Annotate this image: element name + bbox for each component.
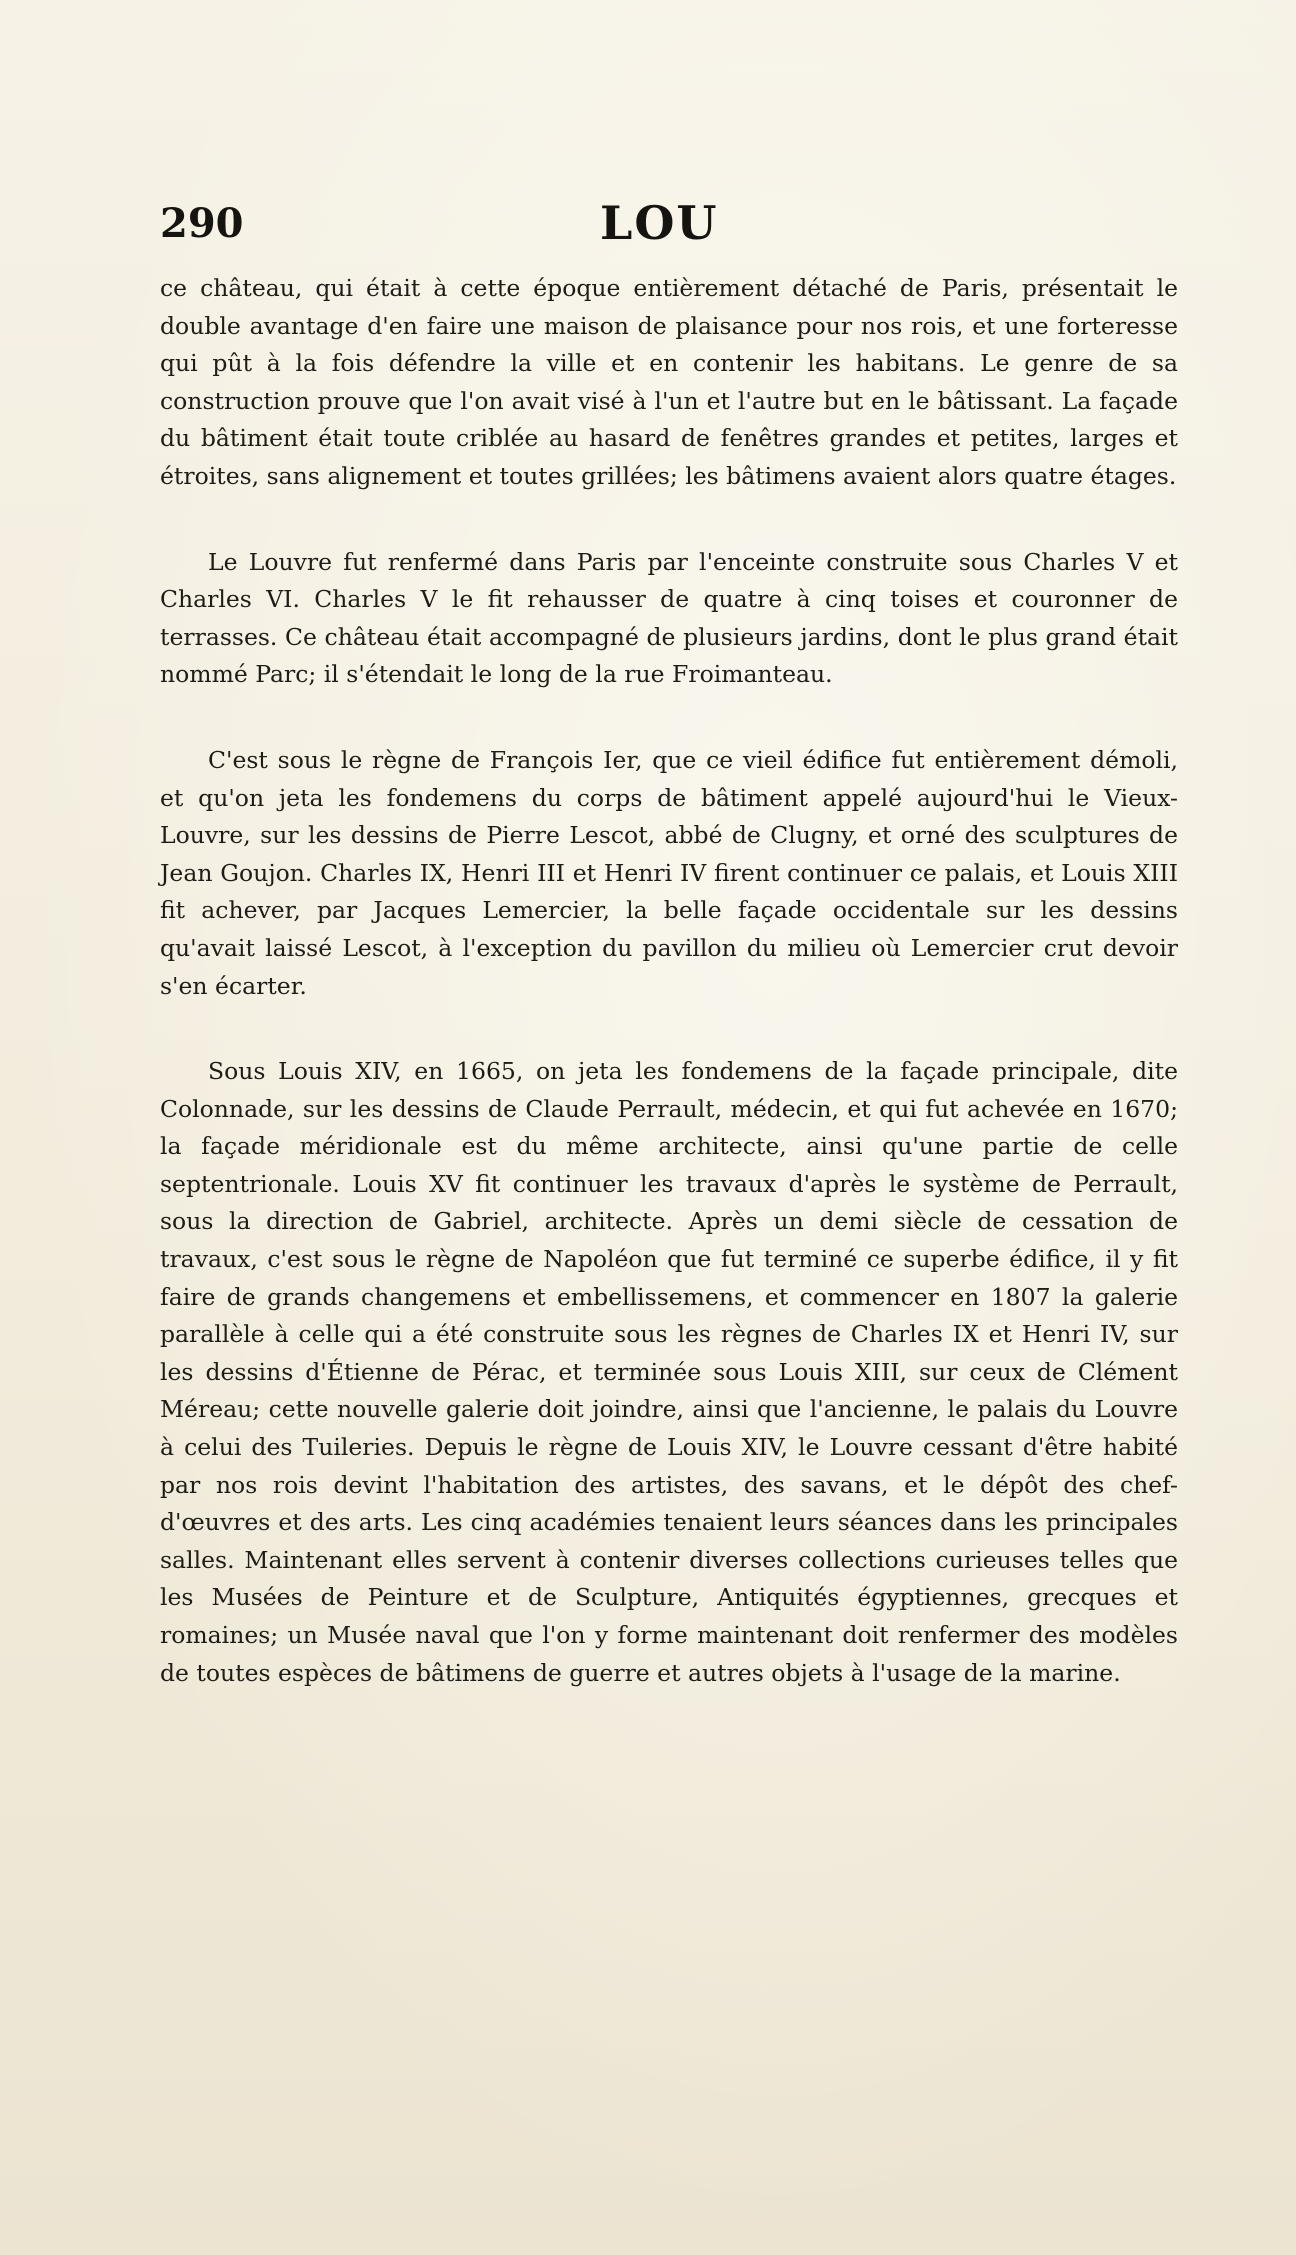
running-title: LOU <box>600 196 719 250</box>
page-number: 290 <box>160 200 244 247</box>
page-header <box>160 196 1180 256</box>
body-text <box>160 270 1178 1740</box>
paragraph-4: Sous Louis XIV, en 1665, on jeta les fondemens de la façade principale, dite Colonnade, sur les dessins de Claude Perrault, médecin, et qui fut achevée en 1670; la façade méridionale est du même architecte, ainsi qu'une partie de celle septentrionale. Louis XV fit continuer les travaux d'après le système de Perrault, sous la direction de Gabriel, architecte. Après un demi siècle de cessation de travaux, c'est sous le règne de Napoléon que fut terminé ce superbe édifice, il y fit faire de grands changemens et embellissemens, et commencer en 1807 la galerie parallèle à celle qui a été construite sous les règnes de Charles IX et Henri IV, sur les dessins d'Étienne de Pérac, et terminée sous Louis XIII, sur ceux de Clément Méreau; cette nouvelle galerie doit joindre, ainsi que l'ancienne, le palais du Louvre à celui des Tuileries. Depuis le règne de Louis XIV, le Louvre cessant d'être habité par nos rois devint l'habitation des artistes, des savans, et le dépôt des chef-d'œuvres et des arts. Les cinq académies tenaient leurs séances dans les principales salles. Maintenant elles servent à contenir diverses collections curieuses telles que les Musées de Peinture et de Sculpture, Antiquités égyptiennes, grecques et romaines; un Musée naval que l'on y forme maintenant doit renfermer des modèles de toutes espèces de bâtimens de guerre et autres objets à l'usage de la marine. <box>160 1057 1178 1687</box>
paragraph-3: C'est sous le règne de François Ier, que ce vieil édifice fut entièrement démoli, et qu'on jeta les fondemens du corps de bâtiment appelé aujourd'hui le Vieux-Louvre, sur les dessins de Pierre Lescot, abbé de Clugny, et orné des sculptures de Jean Goujon. Charles IX, Henri III et Henri IV firent continuer ce palais, et Louis XIII fit achever, par Jacques Lemercier, la belle façade occidentale sur les dessins qu'avait laissé Lescot, à l'exception du pavillon du milieu où Lemercier crut devoir s'en écarter. <box>160 745 1178 1000</box>
paragraph-1: ce château, qui était à cette époque entièrement détaché de Paris, présentait le double avantage d'en faire une maison de plaisance pour nos rois, et une forteresse qui pût à la fois défendre la ville et en contenir les habitans. Le genre de sa construction prouve que l'on avait visé à l'un et l'autre but en le bâtissant. La façade du bâtiment était toute criblée au hasard de fenêtres grandes et petites, larges et étroites, sans alignement et toutes grillées; les bâtimens avaient alors quatre étages. <box>160 274 1178 490</box>
paragraph-2: Le Louvre fut renfermé dans Paris par l'enceinte construite sous Charles V et Charles VI. Charles V le fit rehausser de quatre à cinq toises et couronner de terrasses. Ce château était accompagné de plusieurs jardins, dont le plus grand était nommé Parc; il s'étendait le long de la rue Froimanteau. <box>160 547 1178 689</box>
